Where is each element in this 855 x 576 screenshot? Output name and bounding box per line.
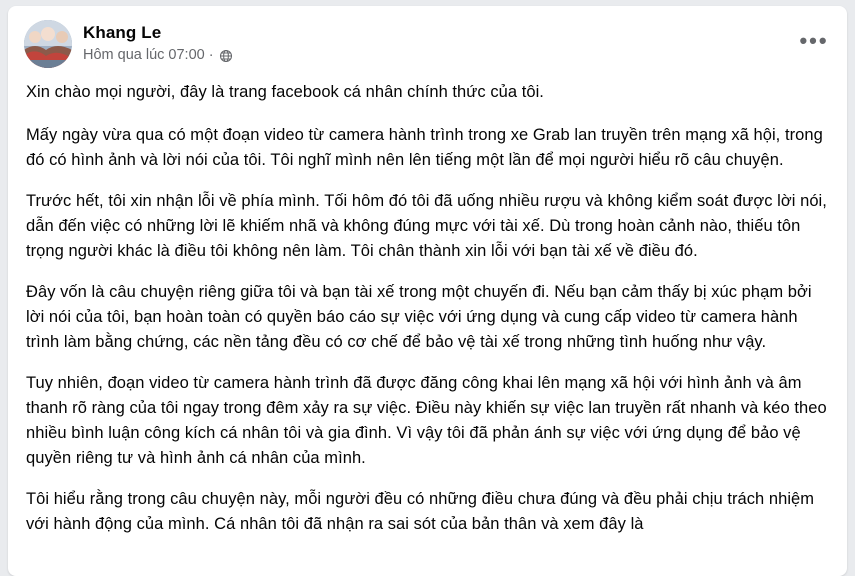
post-paragraph: Đây vốn là câu chuyện riêng giữa tôi và bạn tài xế trong một chuyến đi. Nếu bạn cảm thấy bị xúc phạm bởi lời nói của tôi, bạn hoàn toàn có quyền báo cáo sự việc với ứng dụng và cung cấp video từ camera hành trình làm bằng chứng, các nền tảng đều có cơ chế để bảo vệ tài xế trong những tình huống như vậy.	[26, 283, 812, 351]
post-header	[8, 6, 847, 72]
post-paragraph: Tôi hiểu rằng trong câu chuyện này, mỗi người đều có những điều chưa đúng và đều phải chịu trách nhiệm với hành động của mình. Cá nhân tôi đã nhận ra sai sót của bản thân và xem đây là	[26, 490, 815, 533]
globe-icon[interactable]	[219, 49, 233, 63]
post-header-text	[83, 20, 233, 64]
more-options-button[interactable]: •••	[799, 28, 829, 53]
meta-separator: ·	[208, 47, 214, 63]
post-paragraph: Trước hết, tôi xin nhận lỗi về phía mình. Tối hôm đó tôi đã uống nhiều rượu và không kiểm soát được lời nói, dẫn đến việc có những lời lẽ khiếm nhã và không đúng mực với tài xế. Dù trong hoàn cảnh nào, thiếu tôn trọng người khác là điều tôi không nên làm. Tôi chân thành xin lỗi với bạn tài xế về điều đó.	[26, 192, 827, 260]
avatar-image	[24, 20, 72, 68]
post-paragraph: Tuy nhiên, đoạn video từ camera hành trình đã được đăng công khai lên mạng xã hội với hình ảnh và âm thanh rõ ràng của tôi ngay trong đêm xảy ra sự việc. Điều này khiến sự việc lan truyền rất nhanh và kéo theo nhiều bình luận công kích cá nhân tôi và gia đình. Vì vậy tôi đã phản ánh sự việc với ứng dụng để bảo vệ quyền riêng tư và hình ảnh cá nhân của mình.	[26, 374, 827, 467]
post-body	[8, 72, 847, 537]
avatar[interactable]	[24, 20, 72, 68]
post-paragraph: Mấy ngày vừa qua có một đoạn video từ camera hành trình trong xe Grab lan truyền trên mạng xã hội, trong đó có hình ảnh và lời nói của tôi. Tôi nghĩ mình nên lên tiếng một lần để mọi người hiểu rõ câu chuyện.	[26, 126, 823, 169]
facebook-post-card	[8, 6, 847, 576]
post-timestamp[interactable]: Hôm qua lúc 07:00	[83, 47, 205, 63]
post-meta	[83, 47, 233, 64]
post-paragraph: Xin chào mọi người, đây là trang facebook cá nhân chính thức của tôi.	[26, 83, 544, 101]
author-name[interactable]: Khang Le	[83, 23, 162, 42]
